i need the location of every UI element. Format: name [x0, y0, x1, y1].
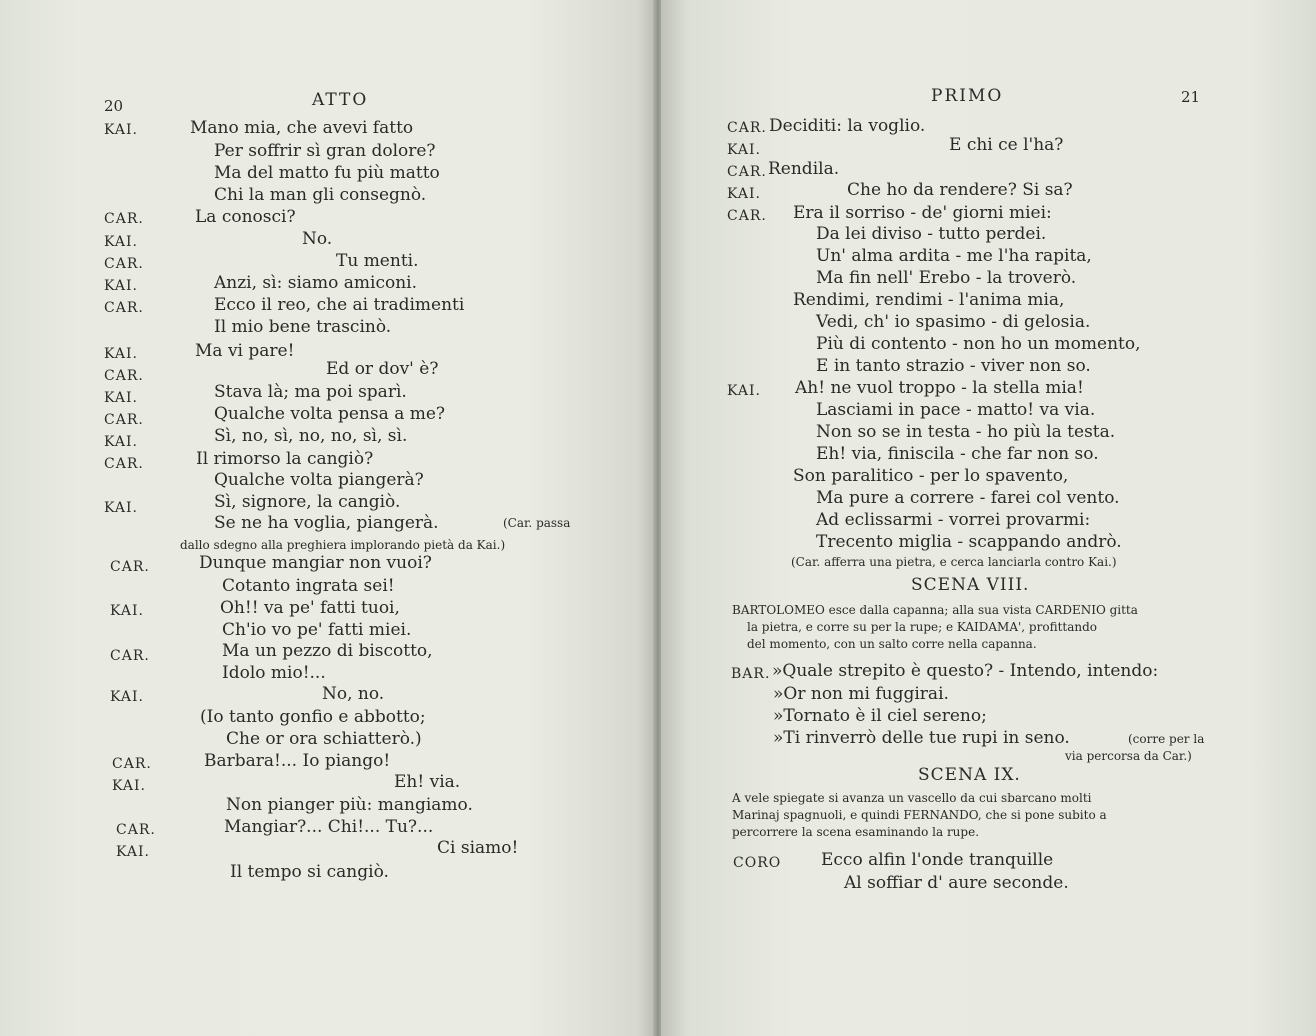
stage-direction: BARTOLOMEO esce dalla capanna; alla sua vista CARDENIO gitta	[732, 603, 1138, 617]
verse-line: Qualche volta piangerà?	[214, 470, 424, 490]
verse-line: »Ti rinverrò delle tue rupi in seno.	[773, 728, 1070, 748]
verse-line: Ma un pezzo di biscotto,	[222, 641, 433, 661]
speaker-label: KAI.	[727, 186, 761, 202]
verse-line: Vedi, ch' io spasimo - di gelosia.	[816, 312, 1091, 332]
verse-line: Eh! via.	[394, 772, 461, 792]
verse-line: Ma del matto fu più matto	[214, 163, 440, 183]
stage-direction: (Car. afferra una pietra, e cerca lanciarla contro Kai.)	[791, 555, 1117, 569]
verse-line: Qualche volta pensa a me?	[214, 404, 446, 424]
verse-line: (Io tanto gonfio e abbotto;	[200, 707, 426, 727]
verse-line: Era il sorriso - de' giorni miei:	[793, 203, 1052, 223]
verse-line: Sì, signore, la cangiò.	[214, 492, 401, 512]
verse-line: Non pianger più: mangiamo.	[226, 795, 473, 815]
speaker-label: KAI.	[104, 390, 138, 406]
verse-line: Ch'io vo pe' fatti miei.	[222, 620, 412, 640]
verse-line: No.	[302, 229, 333, 249]
speaker-label: KAI.	[104, 346, 138, 362]
speaker-label: KAI.	[104, 434, 138, 450]
verse-line: Ad eclissarmi - vorrei provarmi:	[816, 510, 1091, 530]
verse-line: Che or ora schiatterò.)	[226, 729, 422, 749]
verse-line: Ah! ne vuol troppo - la stella mia!	[795, 378, 1084, 398]
speaker-label: CAR.	[104, 368, 144, 384]
running-header: PRIMO	[931, 86, 1004, 106]
speaker-label: KAI.	[727, 383, 761, 399]
scene-heading: SCENA IX.	[918, 765, 1021, 785]
stage-direction: via percorsa da Car.)	[1065, 749, 1192, 763]
verse-line: Ma vi pare!	[195, 341, 295, 361]
verse-line: Mangiar?... Chi!... Tu?...	[224, 817, 434, 837]
speaker-label: CAR.	[727, 120, 767, 136]
verse-line: Deciditi: la voglio.	[769, 116, 926, 136]
verse-line: Eh! via, finiscila - che far non so.	[816, 444, 1099, 464]
verse-line: Rendila.	[768, 159, 840, 179]
verse-line: »Quale strepito è questo? - Intendo, intendo:	[772, 661, 1159, 681]
verse-line: Più di contento - non ho un momento,	[816, 334, 1141, 354]
verse-line: E chi ce l'ha?	[949, 135, 1064, 155]
verse-line: Chi la man gli consegnò.	[214, 185, 427, 205]
speaker-label: CAR.	[727, 208, 767, 224]
verse-line: Tu menti.	[336, 251, 419, 271]
stage-direction: percorrere la scena esaminando la rupe.	[732, 825, 980, 839]
verse-line: Ma fin nell' Erebo - la troverò.	[816, 268, 1077, 288]
left-page	[0, 0, 657, 1036]
stage-direction: (corre per la	[1128, 732, 1205, 746]
verse-line: Son paralitico - per lo spavento,	[793, 466, 1069, 486]
stage-direction: del momento, con un salto corre nella capanna.	[747, 637, 1037, 651]
stage-direction: la pietra, e corre su per la rupe; e KAIDAMA', profittando	[747, 620, 1098, 634]
scene-heading: SCENA VIII.	[911, 575, 1030, 595]
speaker-label: BAR.	[731, 666, 771, 682]
verse-line: Dunque mangiar non vuoi?	[199, 553, 432, 573]
verse-line: Trecento miglia - scappando andrò.	[816, 532, 1122, 552]
speaker-label: KAI.	[112, 778, 146, 794]
verse-line: »Tornato è il ciel sereno;	[773, 706, 987, 726]
stage-direction: (Car. passa	[503, 516, 571, 530]
speaker-label: CAR.	[112, 756, 152, 772]
speaker-label: CAR.	[110, 559, 150, 575]
verse-line: Il mio bene trascinò.	[214, 317, 392, 337]
verse-line: Oh!! va pe' fatti tuoi,	[220, 598, 400, 618]
speaker-label: KAI.	[104, 500, 138, 516]
speaker-label: CAR.	[727, 164, 767, 180]
verse-line: Non so se in testa - ho più la testa.	[816, 422, 1116, 442]
verse-line: Ma pure a correre - farei col vento.	[816, 488, 1120, 508]
verse-line: »Or non mi fuggirai.	[773, 684, 949, 704]
speaker-label: KAI.	[110, 689, 144, 705]
speaker-label: CAR.	[116, 822, 156, 838]
verse-line: Mano mia, che avevi fatto	[190, 118, 414, 138]
speaker-label: KAI.	[727, 142, 761, 158]
verse-line: Un' alma ardita - me l'ha rapita,	[816, 246, 1092, 266]
verse-line: Anzi, sì: siamo amiconi.	[214, 273, 418, 293]
verse-line: La conosci?	[195, 207, 296, 227]
speaker-label: CAR.	[104, 456, 144, 472]
speaker-label: KAI.	[116, 844, 150, 860]
verse-line: Ed or dov' è?	[326, 359, 439, 379]
stage-direction: dallo sdegno alla preghiera implorando pietà da Kai.)	[180, 538, 506, 552]
speaker-label: CAR.	[104, 412, 144, 428]
speaker-label: CAR.	[104, 300, 144, 316]
verse-line: Barbara!... Io piango!	[204, 751, 391, 771]
speaker-label: KAI.	[104, 278, 138, 294]
verse-line: Il rimorso la cangiò?	[196, 449, 374, 469]
page-number: 21	[1181, 88, 1201, 106]
speaker-label: KAI.	[110, 603, 144, 619]
speaker-label: CAR.	[104, 211, 144, 227]
verse-line: Se ne ha voglia, piangerà.	[214, 513, 439, 533]
verse-line: Ci siamo!	[437, 838, 519, 858]
verse-line: E in tanto strazio - viver non so.	[816, 356, 1091, 376]
verse-line: Sì, no, sì, no, no, sì, sì.	[214, 426, 408, 446]
running-header: ATTO	[312, 90, 369, 110]
speaker-label: CORO	[733, 855, 782, 871]
verse-line: Al soffiar d' aure seconde.	[844, 873, 1069, 893]
verse-line: Ecco il reo, che ai tradimenti	[214, 295, 465, 315]
verse-line: Il tempo si cangiò.	[230, 862, 389, 882]
speaker-label: KAI.	[104, 234, 138, 250]
verse-line: Stava là; ma poi sparì.	[214, 382, 407, 402]
verse-line: Cotanto ingrata sei!	[222, 576, 395, 596]
verse-line: Lasciami in pace - matto! va via.	[816, 400, 1096, 420]
stage-direction: A vele spiegate si avanza un vascello da cui sbarcano molti	[732, 791, 1092, 805]
speaker-label: CAR.	[110, 648, 150, 664]
stage-direction: Marinaj spagnuoli, e quindi FERNANDO, che si pone subito a	[732, 808, 1107, 822]
verse-line: Ecco alfin l'onde tranquille	[821, 850, 1054, 870]
verse-line: Che ho da rendere? Si sa?	[847, 180, 1073, 200]
right-page	[661, 0, 1316, 1036]
verse-line: Idolo mio!...	[222, 663, 326, 683]
verse-line: Per soffrir sì gran dolore?	[214, 141, 436, 161]
speaker-label: CAR.	[104, 256, 144, 272]
page-number: 20	[104, 97, 124, 115]
speaker-label: KAI.	[104, 122, 138, 138]
verse-line: Rendimi, rendimi - l'anima mia,	[793, 290, 1065, 310]
verse-line: Da lei diviso - tutto perdei.	[816, 224, 1047, 244]
verse-line: No, no.	[322, 684, 385, 704]
